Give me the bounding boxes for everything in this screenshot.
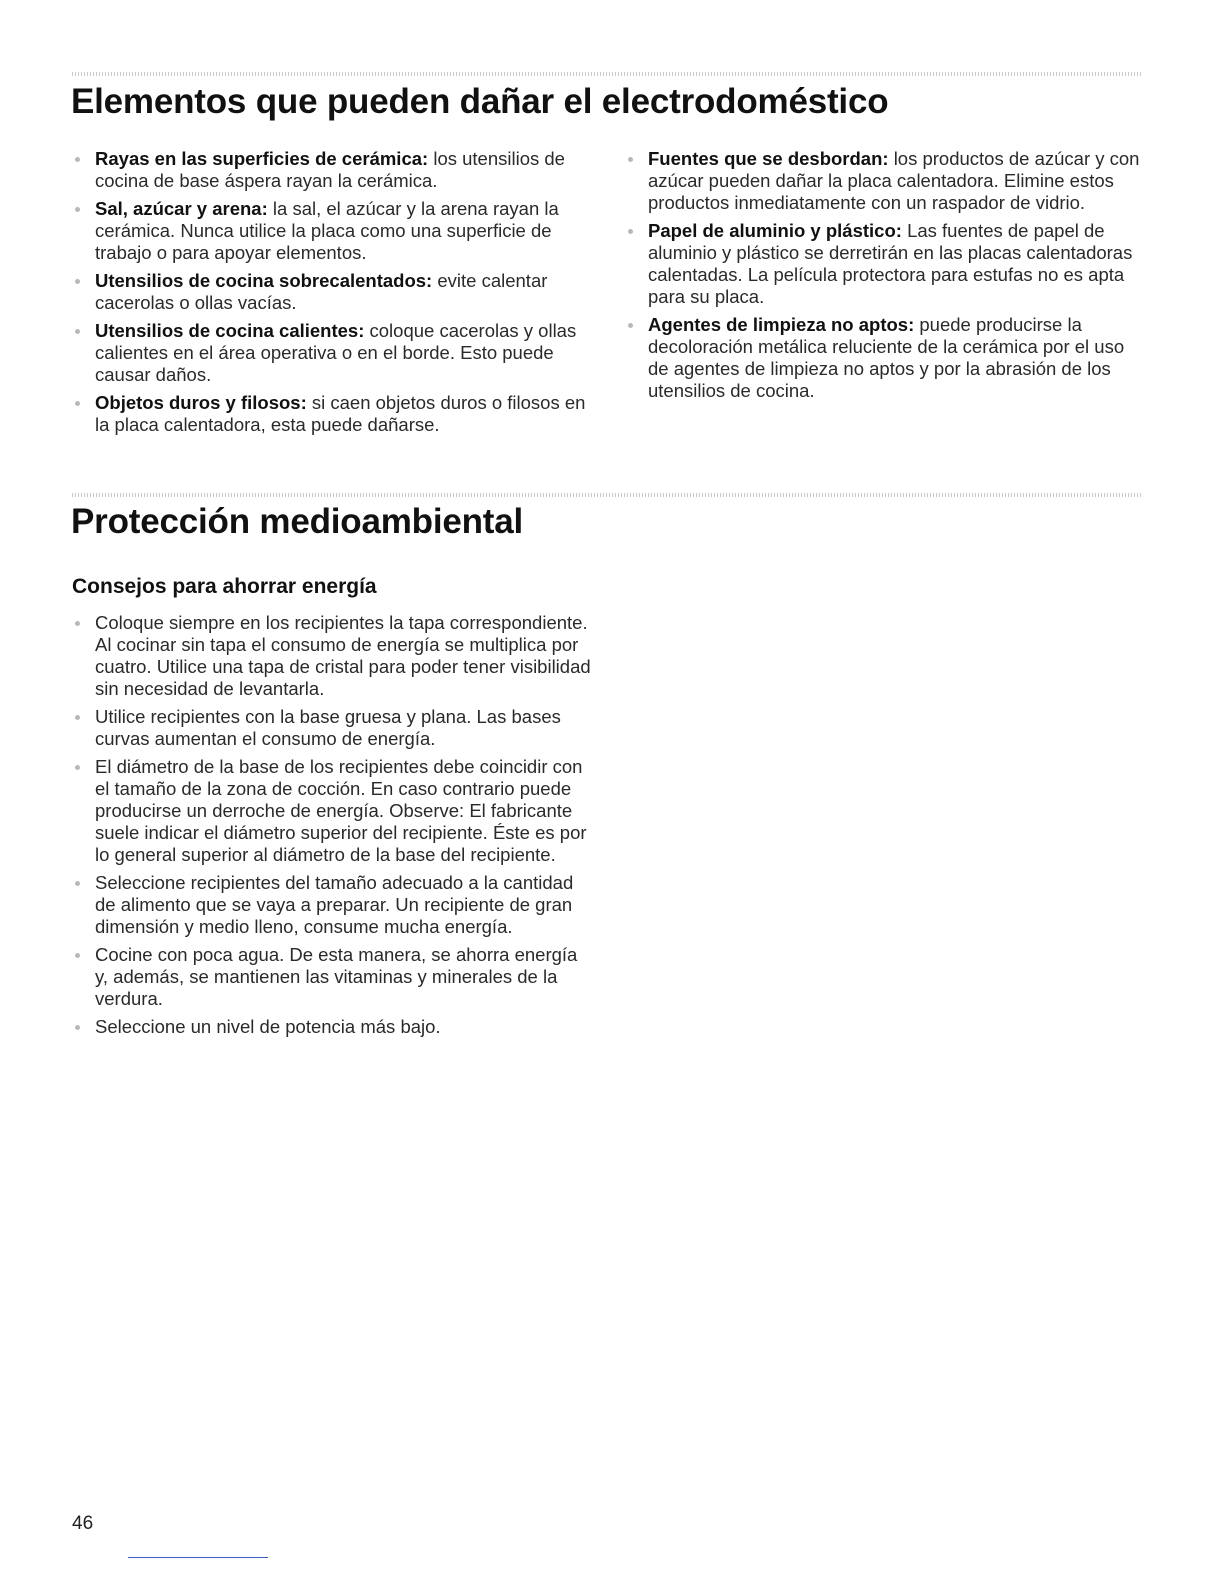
item-text: los productos de azúcar y con azúcar pueden dañar la placa calentadora. Elimine estos productos inmediatamente con un raspador de vidrio. <box>648 148 1140 213</box>
list-item <box>72 944 592 1010</box>
list-item <box>72 612 592 700</box>
item-term: Utensilios de cocina sobrecalentados: <box>95 270 433 291</box>
footer-divider <box>128 1557 268 1558</box>
list-item <box>72 1016 592 1038</box>
item-text: Utilice recipientes con la base gruesa y plana. Las bases curvas aumentan el consumo de energía. <box>95 706 561 749</box>
item-text: Cocine con poca agua. De esta manera, se ahorra energía y, además, se mantienen las vitaminas y minerales de la verdura. <box>95 944 578 1009</box>
bullet-icon <box>75 329 80 334</box>
item-text: Coloque siempre en los recipientes la tapa correspondiente. Al cocinar sin tapa el consumo de energía se multiplica por cuatro. Utilice una tapa de cristal para poder tener visibilidad sin necesidad de levantarla. <box>95 612 591 699</box>
bullet-icon <box>75 765 80 770</box>
item-text: Seleccione recipientes del tamaño adecuado a la cantidad de alimento que se vaya a preparar. Un recipiente de gran dimensión y medio lleno, consume mucha energía. <box>95 872 574 937</box>
item-text: coloque cacerolas y ollas calientes en el área operativa o en el borde. Esto puede causar daños. <box>95 320 577 385</box>
bullet-icon <box>75 207 80 212</box>
section-divider <box>72 72 1142 76</box>
item-text: si caen objetos duros o filosos en la placa calentadora, esta puede dañarse. <box>95 392 586 435</box>
item-term: Objetos duros y filosos: <box>95 392 307 413</box>
list-item <box>72 198 592 264</box>
damage-list-right <box>625 148 1145 408</box>
section-title-damage: Elementos que pueden dañar el electrodoméstico <box>71 82 889 121</box>
section-divider <box>72 493 1142 497</box>
section-title-environment: Protección medioambiental <box>71 502 524 541</box>
page-number: 46 <box>72 1513 94 1534</box>
subsection-title-energy-tips: Consejos para ahorrar energía <box>72 575 377 598</box>
list-item <box>72 392 592 436</box>
item-text: Las fuentes de papel de aluminio y plástico se derretirán en las placas calentadoras calentadas. La película protectora para estufas no es apta para su placa. <box>648 220 1133 307</box>
item-text: puede producirse la decoloración metálica reluciente de la cerámica por el uso de agentes de limpieza no aptos y por la abrasión de los utensilios de cocina. <box>648 314 1125 401</box>
item-term: Sal, azúcar y arena: <box>95 198 268 219</box>
item-text: los utensilios de cocina de base áspera rayan la cerámica. <box>95 148 565 191</box>
item-term: Papel de aluminio y plástico: <box>648 220 902 241</box>
item-term: Utensilios de cocina calientes: <box>95 320 365 341</box>
energy-tips-list <box>72 612 592 1044</box>
list-item <box>72 270 592 314</box>
damage-list-left <box>72 148 592 442</box>
list-item <box>625 220 1145 308</box>
bullet-icon <box>628 323 633 328</box>
bullet-icon <box>75 1025 80 1030</box>
bullet-icon <box>75 157 80 162</box>
bullet-icon <box>75 401 80 406</box>
bullet-icon <box>628 157 633 162</box>
list-item <box>72 872 592 938</box>
item-text: la sal, el azúcar y la arena rayan la cerámica. Nunca utilice la placa como una superficie de trabajo o para apoyar elementos. <box>95 198 559 263</box>
bullet-icon <box>75 953 80 958</box>
item-text: Seleccione un nivel de potencia más bajo. <box>95 1016 441 1037</box>
list-item <box>625 314 1145 402</box>
bullet-icon <box>75 279 80 284</box>
list-item <box>72 756 592 866</box>
list-item <box>72 320 592 386</box>
list-item <box>72 706 592 750</box>
item-text: El diámetro de la base de los recipientes debe coincidir con el tamaño de la zona de cocción. En caso contrario puede producirse un derroche de energía. Observe: El fabricante suele indicar el diámetro superior del recipiente. Éste es por lo general superior al diámetro de la base del recipiente. <box>95 756 587 865</box>
list-item <box>72 148 592 192</box>
bullet-icon <box>75 715 80 720</box>
list-item <box>625 148 1145 214</box>
item-term: Agentes de limpieza no aptos: <box>648 314 915 335</box>
bullet-icon <box>75 621 80 626</box>
item-term: Fuentes que se desbordan: <box>648 148 889 169</box>
bullet-icon <box>628 229 633 234</box>
bullet-icon <box>75 881 80 886</box>
item-text: evite calentar cacerolas o ollas vacías. <box>95 270 548 313</box>
item-term: Rayas en las superficies de cerámica: <box>95 148 429 169</box>
